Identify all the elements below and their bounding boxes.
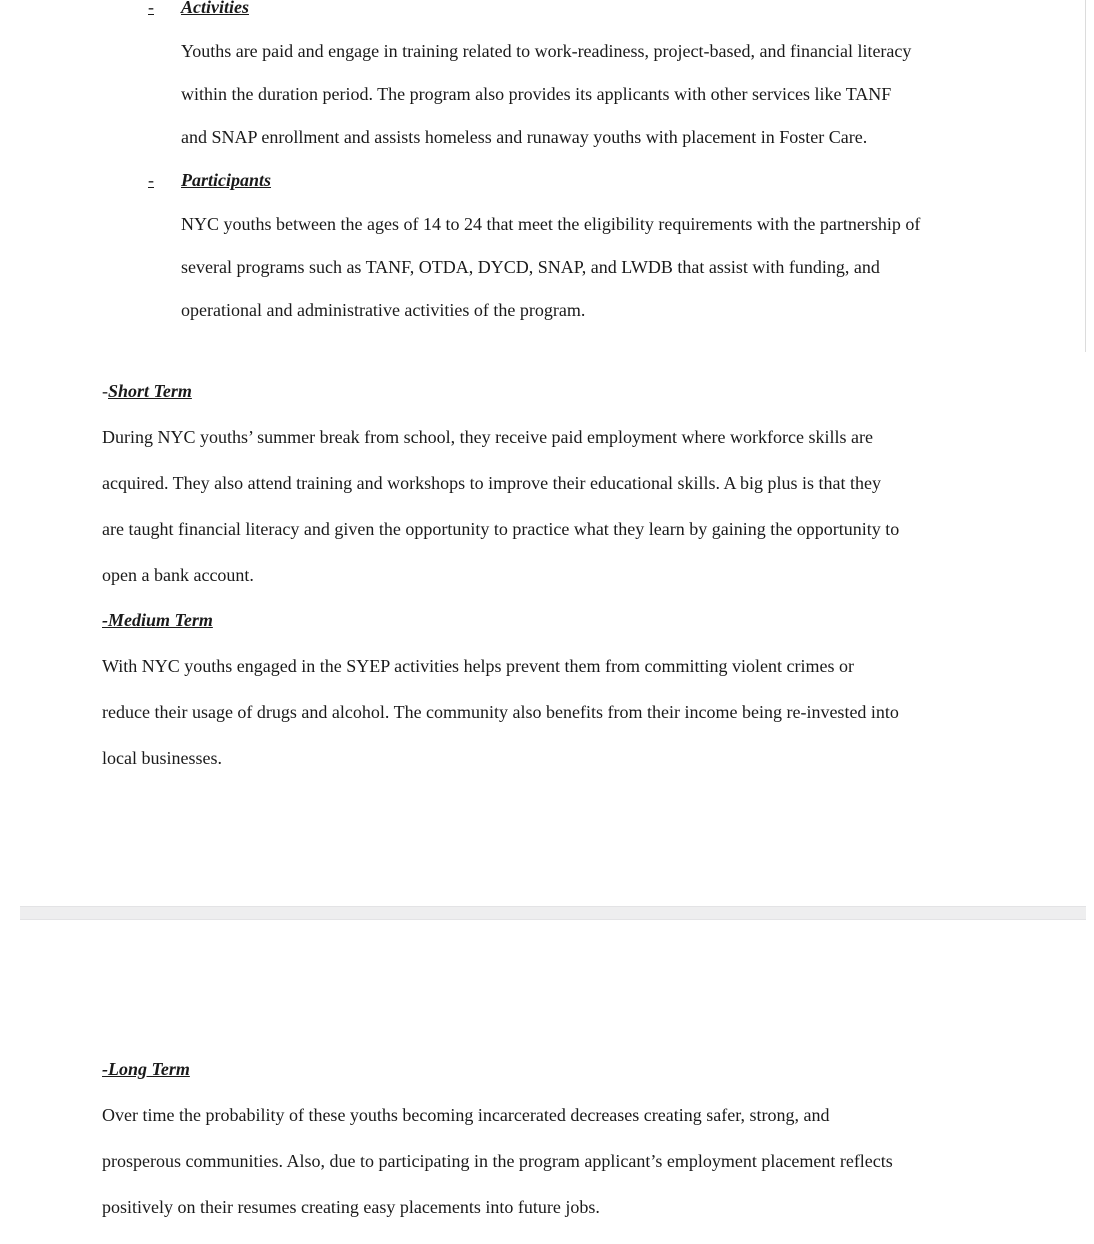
- page-break-divider: [20, 906, 1086, 920]
- text-line: NYC youths between the ages of 14 to 24 that meet the eligibility requirements with the partnership of: [181, 214, 921, 234]
- text-line: within the duration period. The program also provides its applicants with other services like TANF: [181, 84, 892, 104]
- medium-term-paragraph: [102, 643, 1002, 781]
- page-right-edge: [1085, 0, 1086, 352]
- text-line: are taught financial literacy and given the opportunity to practice what they learn by gaining the opportunity to: [102, 519, 900, 539]
- medium-term-heading: [102, 609, 213, 631]
- text-line: During NYC youths’ summer break from school, they receive paid employment where workforce skills are: [102, 427, 873, 447]
- text-line: open a bank account.: [102, 565, 254, 585]
- heading-label: Long Term: [108, 1059, 190, 1079]
- text-line: reduce their usage of drugs and alcohol. The community also benefits from their income being re-invested into: [102, 702, 899, 722]
- heading-prefix: -: [102, 1059, 108, 1079]
- activities-bullet: [148, 0, 249, 17]
- heading-label: Medium Term: [108, 610, 213, 630]
- heading-prefix: -: [102, 610, 108, 630]
- short-term-heading: [102, 380, 192, 402]
- activities-paragraph: [181, 30, 981, 159]
- text-line: operational and administrative activities of the program.: [181, 300, 586, 320]
- text-line: several programs such as TANF, OTDA, DYCD, SNAP, and LWDB that assist with funding, and: [181, 257, 880, 277]
- heading-label: Short Term: [108, 381, 192, 401]
- heading-prefix: -: [102, 381, 108, 401]
- text-line: acquired. They also attend training and workshops to improve their educational skills. A big plus is that they: [102, 473, 882, 493]
- text-line: With NYC youths engaged in the SYEP activities helps prevent them from committing violent crimes or: [102, 656, 854, 676]
- activities-heading: Activities: [181, 0, 249, 17]
- text-line: prosperous communities. Also, due to participating in the program applicant’s employment placement reflects: [102, 1151, 893, 1171]
- participants-heading: Participants: [181, 170, 272, 190]
- participants-paragraph: [181, 203, 981, 332]
- bullet-dash: -: [148, 170, 154, 190]
- text-line: local businesses.: [102, 748, 222, 768]
- text-line: Youths are paid and engage in training related to work-readiness, project-based, and financial literacy: [181, 41, 912, 61]
- long-term-heading: [102, 1058, 190, 1080]
- long-term-paragraph: [102, 1092, 1002, 1230]
- text-line: and SNAP enrollment and assists homeless and runaway youths with placement in Foster Care.: [181, 127, 868, 147]
- text-line: positively on their resumes creating easy placements into future jobs.: [102, 1197, 600, 1217]
- text-line: Over time the probability of these youths becoming incarcerated decreases creating safer, strong, and: [102, 1105, 830, 1125]
- short-term-paragraph: [102, 414, 1002, 598]
- participants-bullet: [148, 170, 271, 190]
- bullet-dash: -: [148, 0, 154, 17]
